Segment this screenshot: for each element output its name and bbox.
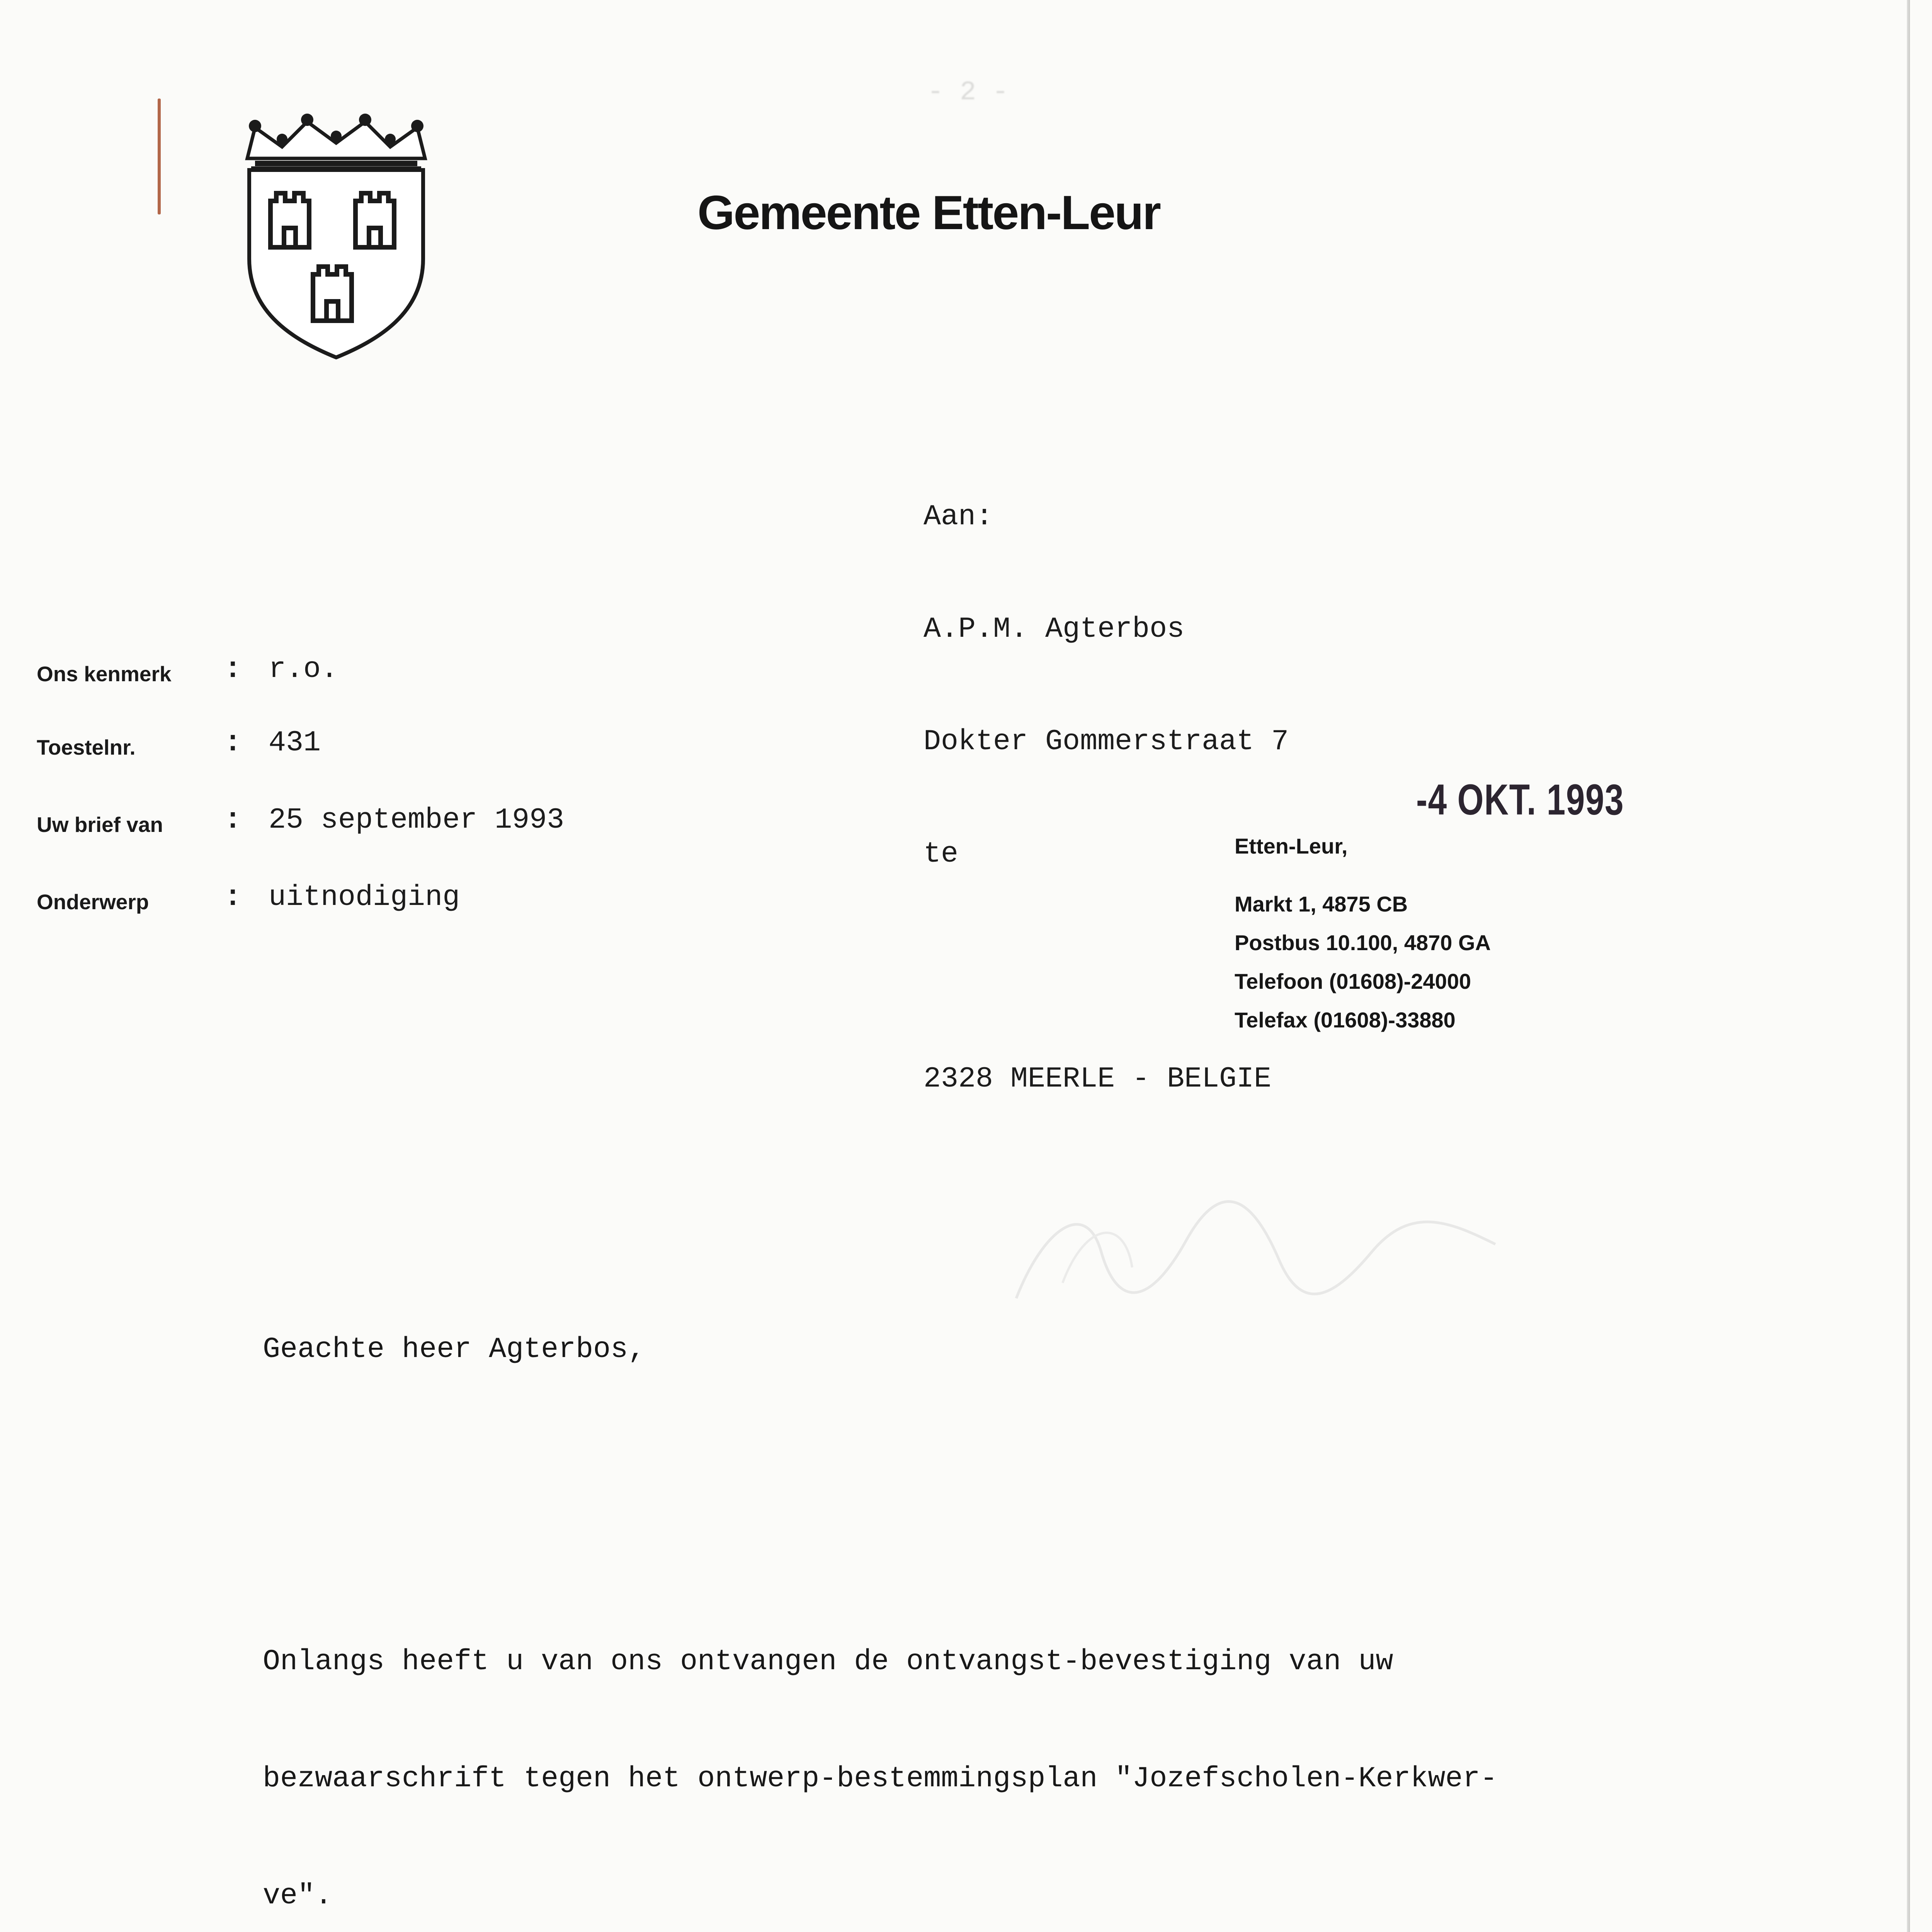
sender-phone: Telefoon (01608)-24000 [1235,969,1471,993]
sender-street: Markt 1, 4875 CB [1235,892,1408,916]
reference-label: Toestelnr. [37,735,136,759]
page-edge [1907,0,1910,1932]
reference-colon: : [224,804,242,837]
reference-value: r.o. [269,653,338,686]
recipient-address [923,423,1289,1135]
reference-colon: : [224,881,242,914]
coat-of-arms-icon [240,112,433,359]
reference-label: Onderwerp [37,890,149,914]
sender-address [1235,827,1491,1039]
reference-colon: : [224,726,242,759]
body-line: bezwaarschrift tegen het ontwerp-bestemmingsplan "Jozefscholen-Kerkwer- [263,1762,1498,1795]
reference-colon: : [224,653,242,686]
reverse-side-bleed-page-marker: - 2 - [927,77,1009,108]
sender-city: Etten-Leur, [1235,834,1348,858]
salutation: Geachte heer Agterbos, [263,1333,646,1366]
reference-label: Ons kenmerk [37,662,172,686]
margin-pencil-mark [158,99,161,214]
date-stamp: -4 OKT. 1993 [1416,776,1624,824]
letter-body [263,1252,1886,1932]
reference-value: 431 [269,726,321,759]
reverse-side-bleed-through [247,251,1754,290]
recipient-line: Dokter Gommerstraat 7 [923,725,1289,758]
recipient-line: te [923,838,959,871]
sender-fax: Telefax (01608)-33880 [1235,1008,1456,1032]
recipient-line: Aan: [923,500,993,533]
body-line: ve". [263,1879,333,1912]
reference-label: Uw brief van [37,813,163,837]
sender-postbus: Postbus 10.100, 4870 GA [1235,930,1491,955]
reference-value: uitnodiging [269,881,460,914]
municipality-name: Gemeente Etten-Leur [697,186,1160,240]
body-line: Onlangs heeft u van ons ontvangen de ontvangst-bevestiging van uw [263,1645,1393,1678]
recipient-line: A.P.M. Agterbos [923,613,1185,646]
paragraph-1 [263,1564,1886,1932]
reference-value: 25 september 1993 [269,804,565,837]
recipient-line: 2328 MEERLE - BELGIE [923,1063,1272,1095]
recipient-line [923,948,1289,985]
